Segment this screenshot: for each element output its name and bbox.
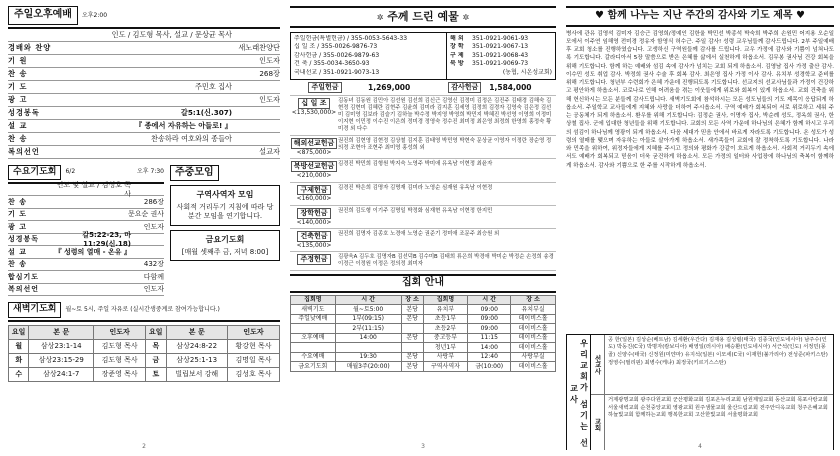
weekday-title: 주중모임 [170, 165, 219, 182]
account-number: 351-0921-9061-93 [472, 34, 529, 42]
account-kind: 구 제 [450, 51, 464, 59]
gathering-title-bar [290, 274, 556, 293]
offering-name: 장학헌금 [297, 208, 330, 219]
wednesday-time: 오후 7:30 [137, 168, 164, 176]
offering-donors: 권진희 김도형 이기주 김명일 박정화 심재현 유옥남 이현정 한지민 [338, 207, 493, 214]
gathering-cell: 초등1부 [423, 314, 468, 324]
gathering-cell [291, 343, 336, 353]
offering-donors: 김동녀 김동원 김민아 김선원 김선희 김신근 김영신 김정미 김정은 김진주 김태경 김해숙 김현정 김현미 김혜란 김현주 김윤희 김미라 김지훈 김세영 김정희 김경자 김영숙 김은정 김선미 김미영 김보라 김슬기 김하늘 박수정 박지영 박영희 박민지 박혜진 박선영 이영희 이정미 이지현 이민정 이수진 이은희 정미경 정영숙 정수진 최미정 최은영 최정희 한영희 홍정숙 황미경 외 다수 [338, 98, 552, 133]
gathering-cell [335, 343, 401, 353]
afternoon-worship-header [8, 6, 280, 29]
table-row [291, 362, 556, 372]
weekday-section [8, 165, 280, 297]
gathering-cell [401, 343, 423, 353]
bulletin-page-2 [8, 6, 280, 450]
gathering-cell: 유치부 [423, 305, 468, 315]
gathering-cell: 매월3주(20:00) [335, 362, 401, 372]
offering-donors: 권진희 김명자 김종호 노경애 노영순 권준기 정미애 조문주 최승원 외 [338, 231, 500, 238]
thanks-offering-label: 감사헌금 [448, 82, 481, 93]
offering-list [290, 96, 556, 271]
table-row [291, 305, 556, 315]
account-line: 주일헌금(특별헌금) / 355-0053-5643-33 [294, 34, 408, 42]
order-detail: 갈5:22-23, 마11:29(신.18) [82, 230, 131, 248]
gathering-cell: 2부(11:15) [335, 324, 401, 334]
order-detail: 찬송하라 여호와의 종들아 [151, 134, 232, 143]
dawn-cell: 장준영 목사 [94, 367, 146, 381]
page-number: 4 [698, 442, 702, 450]
offering-row [290, 136, 556, 159]
account-line: 건 축 / 355-0034-3650-93 [294, 60, 370, 68]
gathering-cell: 데이비스홀 [511, 314, 556, 324]
order-row [8, 120, 280, 133]
gathering-cell: 사랑부실 [511, 352, 556, 362]
offering-label-cell [290, 161, 338, 179]
gathering-column-header: 집회명 [291, 295, 336, 305]
gathering-cell: 12:40 [468, 352, 511, 362]
offering-donors: 김광욱A 김두호 김명자B 김선덕B 김수미B 김태희 류은희 박경애 박미순 박정순 손정희 송경 이정근 이정원 이정은 정의정 최미자 [338, 254, 554, 268]
gathering-cell: 19:30 [335, 352, 401, 362]
dawn-prayer-header [8, 302, 280, 321]
order-label: 찬 송 [8, 197, 27, 206]
dawn-prayer-table [8, 325, 280, 382]
gathering-column-header: 집회명 [423, 295, 468, 305]
gathering-cell: 1부(09:15) [335, 314, 401, 324]
gathering-cell: 본당 [401, 305, 423, 315]
mission-part-head: 교회 [591, 395, 605, 450]
gathering-cell: 본당 [401, 314, 423, 324]
gathering-table [290, 295, 556, 372]
dawn-cell: 삼상25:1-13 [166, 353, 227, 367]
order-row [8, 133, 280, 146]
order-person: 설교자 [259, 147, 280, 156]
order-label: 찬 송 [8, 260, 27, 269]
gathering-cell: 데이비스홀 [511, 333, 556, 343]
dawn-column-header: 인도자 [227, 325, 279, 339]
prayer-body-text: 병사에 관유 김영석 김미자 김승근 김영희/정예인 김한울 박민선 박종석 박숙희 박주희 손원민 어지용 오순일 모에서 이주연 임해영 전미경 정유자 함영식 허수근. 주일 감사! 성령 교우님들께 감사드립니다. 2부 주일예배 후 교회 청소를 진행하였습니다. 고생하신 구역원들께 감사를 드립니다. 교우 가정에 감사와 기쁨이 넘쳐나도록 기도합니다. 갈라디아서 5장 말씀으로 받은 은혜를 삶에서 실천하게 하옵소서. 김무봉 권사님 건강 회복을 위해 기도합니다. 함께 하는 예배와 섬김 속에 감사가 넘치는 교회 되게 하옵소서. 김영남 집사 가정 출산 감사. 이수민 성도 취업 감사. 박정희 권사 수술 후 회복 감사. 최은영 집사 가정 이사 감사. 유치부 성경학교 준비를 위해 기도합니다. 청년부 수련회가 은혜 가운데 진행되도록 기도합니다. 선교지의 선교사님들과 가정이 건강하고 평안하게 하옵소서. 코로나로 인해 어려움을 겪는 이웃들에게 위로와 회복이 있게 하옵소서. 교회 건축을 위해 헌신하시는 모든 분들께 감사드립니다. 새벽기도회에 참석하시는 모든 성도님들의 기도 제목이 응답되게 하옵소서. 주일학교 교사들에게 지혜와 사랑을 더하여 주시옵소서. 구역 예배가 회복되어 서로 위로하고 세워 주는 공동체가 되게 하옵소서. 환우를 위해 기도합니다: 김정순 권사, 이명자 집사, 박순례 성도, 정옥희 권사, 한상철 집사. 군에 입대한 청년들을 위해 기도합니다. 교회의 모든 사역 가운데 하나님의 은혜가 함께 하시고 우리의 섬김이 하나님께 영광이 되게 하옵소서. 다음 세대가 믿음 안에서 바르게 자라도록 기도합니다. 온 성도가 성령의 열매를 맺으며 자유하는 아들로 살아가게 하옵소서. 새가족들이 교회에 잘 정착하도록 기도합니다. 나라와 민족을 위하여, 위정자들에게 지혜를 주시고 정의와 평화가 강같이 흐르게 하옵소서. 사회적 거리두기 속에서도 예배가 회복되고 믿음이 더욱 굳건하게 하옵소서. 모든 가정의 일터와 사업장에 하나님의 축복이 함께하게 하옵소서. 감사와 기쁨으로 한 주를 시작하게 하옵소서. [566, 30, 834, 169]
order-row [8, 42, 280, 55]
account-kind: 장 학 [450, 43, 464, 51]
table-row [291, 324, 556, 334]
offering-label-cell [290, 138, 338, 156]
gathering-cell: 데이비스홀 [511, 362, 556, 372]
dawn-cell: 금 [146, 353, 166, 367]
offering-label-cell [290, 185, 338, 203]
order-detail: 주민호 집사 [194, 82, 232, 91]
table-row [291, 343, 556, 353]
dawn-column-header: 인도자 [94, 325, 146, 339]
order-row [8, 68, 280, 81]
order-person: 인도자 [259, 95, 280, 104]
order-label: 성경봉독 [8, 108, 40, 117]
account-line [450, 52, 552, 61]
order-label: 기 도 [8, 210, 27, 219]
mission-part-text: 공 한(일본) 김상순(베트남) 김세환(우간다) 김재용 김성렬(태국) 김종국(인도네시아) 남주수(인도) 박동진(C국) 박명자(캄보디아) 배영일(러시아) 배승환(인도네시아) 서근석(인도) 서정민(몽골) 신양수(태국) 신정원(미얀마) 유지석(일본) 이모세(C국) 이재헌(불가리아) 전성준(파키스탄) 정영수(필리핀) 최병수(케냐) 최정국(키르기스스탄) [608, 336, 828, 366]
offering-row [290, 183, 556, 206]
order-row [8, 146, 280, 159]
offering-amount: <210,000> [296, 172, 332, 180]
order-row [8, 29, 280, 42]
sunday-offering-row [290, 80, 556, 96]
order-person: 268장 [259, 69, 280, 78]
dawn-cell: 삼상24:1-7 [29, 367, 94, 381]
order-person: 인도자 [143, 222, 164, 231]
offering-row [290, 206, 556, 229]
star-icon: ✲ [376, 13, 384, 22]
order-person: 432장 [143, 260, 164, 269]
account-number: 351-0921-9067-13 [472, 43, 529, 51]
gathering-cell: 09:00 [468, 314, 511, 324]
account-kind: 해 외 [450, 34, 464, 42]
dawn-cell: 황강현 목사 [227, 339, 279, 353]
offering-amount: <140,000> [296, 218, 332, 226]
table-row [9, 367, 280, 381]
order-person: 다함께 [143, 272, 164, 281]
dawn-cell: 삼상24:8-22 [166, 339, 227, 353]
friday-prayer-text: [매월 셋째주 금, 저녁 8:00] [181, 247, 269, 256]
gathering-cell: 본당 [401, 362, 423, 372]
page-number: 2 [142, 442, 146, 450]
dawn-cell: 수 [9, 367, 29, 381]
account-box [290, 32, 556, 81]
gathering-cell: 청년1부 [423, 343, 468, 353]
dawn-cell: 김명일 목사 [227, 353, 279, 367]
gathering-cell: 수요예배 [291, 352, 336, 362]
order-label: 복의선언 [8, 147, 40, 156]
offering-label-cell [290, 231, 338, 249]
order-person: 문요순 권사 [127, 210, 164, 219]
order-row [8, 246, 164, 259]
gathering-cell [291, 324, 336, 334]
gathering-cell: 유치부실 [511, 305, 556, 315]
gathering-cell: 주일낮예배 [291, 314, 336, 324]
mission-side-label: 우리교회가 섬기는 선교사 [567, 335, 591, 451]
heart-icon: ♥ [796, 10, 805, 21]
account-line [450, 35, 552, 44]
order-row [8, 209, 164, 222]
mission-part-head: 선교사 [591, 335, 605, 395]
offering-amount: <160,000> [296, 195, 332, 203]
order-detail: 『 종에서 자유하는 아들로! 』 [134, 121, 232, 130]
offering-row [290, 159, 556, 182]
gathering-cell [401, 324, 423, 334]
gathering-column-header: 시 간 [468, 295, 511, 305]
offering-name: 해외선교헌금 [291, 138, 338, 149]
dawn-prayer-note: 월~토 5시, 주일 자유로 (실시간생중계로 참여가능합니다.) [65, 306, 220, 314]
gathering-cell: 14:00 [335, 333, 401, 343]
order-label: 경배와 찬양 [8, 43, 52, 52]
account-line: 감사헌금 / 355-0026-9879-63 [294, 51, 380, 59]
offering-title-bar [290, 6, 556, 28]
order-label: 설 교 [8, 247, 27, 256]
dawn-column-header: 본 문 [166, 325, 227, 339]
order-person: 286장 [143, 197, 164, 206]
gathering-title: 집회 안내 [401, 277, 445, 289]
gathering-cell: 사랑부 [423, 352, 468, 362]
offering-name: 북방선교헌금 [291, 161, 338, 172]
wednesday-order [8, 180, 164, 297]
order-label: 성경봉독 [8, 235, 40, 244]
order-label: 찬 송 [8, 69, 28, 78]
cell-leader-meeting-box [170, 185, 280, 226]
dawn-column-header: 본 문 [29, 325, 94, 339]
order-detail: 갈5:1(신.307) [180, 108, 232, 117]
gathering-cell: 본당 [401, 352, 423, 362]
order-person: 인도자 [259, 56, 280, 65]
sunday-offering-amount: 1,269,000 [368, 82, 411, 92]
account-line: 십 일 조 / 355-0026-9876-73 [294, 43, 378, 51]
order-label: 복의선언 [8, 285, 40, 294]
account-list-missions [447, 33, 555, 80]
offering-amount: <13,530,000> [291, 108, 337, 116]
account-number: 351-0921-9068-43 [472, 51, 529, 59]
gathering-cell: 새벽기도 [291, 305, 336, 315]
dawn-cell: 삼상23:15-29 [29, 353, 94, 367]
account-line [450, 43, 552, 52]
thanks-offering-amount: 1,584,000 [489, 82, 532, 92]
order-row [8, 55, 280, 68]
table-row [9, 339, 280, 353]
wednesday-title: 수요기도회 [8, 165, 61, 180]
table-row [9, 353, 280, 367]
order-detail: 『 성령의 열매 - 온유 』 [54, 247, 131, 256]
offering-label-cell [290, 98, 338, 133]
order-row [8, 259, 164, 272]
gathering-column-header: 시 간 [335, 295, 401, 305]
account-line [450, 60, 552, 69]
offering-donors: 권진희 김현영 김현정 김상철 김지훈 김태영 박민영 박현숙 문상균 이영자 이정란 장순영 정의정 조현아 조현주 최미영 홍성희 외 [338, 138, 552, 152]
offering-amount: <135,000> [296, 241, 332, 249]
offering-row [290, 96, 556, 136]
account-number: 351-0921-9069-73 [472, 60, 529, 68]
afternoon-worship-title: 주일오후예배 [8, 6, 78, 25]
order-label: 찬 송 [8, 134, 28, 143]
order-row [8, 271, 164, 284]
offering-amount: <875,000> [296, 148, 332, 156]
mission-part-text: 거제광명교회 광주다원교회 군산평화교회 김포온누리교회 남원제일교회 동산교회 목포사랑교회 서울새벽교회 순천중앙교회 영광교회 원주샘물교회 울산드림교회 전주안디옥교회 청주은혜교회 하늘빛교회 함께하는교회 행복한교회 고산한빛교회 서울평화교회 [608, 397, 828, 419]
dawn-cell: 김도형 목사 [94, 339, 146, 353]
star-icon: ✲ [462, 13, 470, 22]
offering-label-cell [290, 254, 338, 268]
order-label: 기 도 [8, 82, 28, 91]
bank-note: (농협, 시온성교회) [502, 68, 552, 76]
account-kind: 북 방 [450, 60, 464, 68]
order-row [8, 284, 164, 297]
dawn-cell: 삼상23:1-14 [29, 339, 94, 353]
gathering-cell: 오후예배 [291, 333, 336, 343]
order-detail: 인도 / 김도형 목사, 설교 / 문상균 목사 [111, 30, 232, 39]
account-line: 국내선교 / 351-0921-9073-13 [294, 68, 380, 76]
cell-leader-meeting-title: 구역사역자 모임 [196, 190, 254, 199]
weekday-meetings [170, 165, 280, 297]
sunday-offering-label: 주일헌금 [308, 82, 341, 93]
account-list-main [291, 33, 447, 80]
mission-box [566, 334, 834, 451]
friday-prayer-box [170, 230, 280, 262]
offering-row [290, 229, 556, 252]
dawn-cell: 빌립보서 강해 [166, 367, 227, 381]
order-row [8, 230, 164, 248]
gathering-cell: 금(10:00) [468, 362, 511, 372]
offering-row [290, 252, 556, 271]
order-row [8, 81, 280, 94]
wednesday-prayer [8, 165, 164, 297]
afternoon-worship-time: 오후2:00 [81, 11, 108, 19]
order-label: 기 원 [8, 56, 28, 65]
offering-donors: 김경진 박민희 김형원 박지숙 노영주 박미애 유옥남 이현정 최윤자 [338, 161, 493, 168]
order-label: 광 고 [8, 222, 27, 231]
gathering-cell: 구역사역자 [423, 362, 468, 372]
order-detail: 인도 및 설교 / 김성호 목사 [56, 180, 131, 198]
order-row [8, 107, 280, 120]
gathering-cell: 본당 [401, 333, 423, 343]
cell-leader-meeting-text: 사회적 거리두기 지침에 따라 당분간 모임을 연기합니다. [176, 203, 274, 220]
mission-part [591, 335, 833, 396]
gathering-column-header: 장 소 [401, 295, 423, 305]
dawn-prayer-title: 새벽기도회 [8, 302, 61, 317]
page-number: 3 [421, 442, 425, 450]
order-person: 새노래찬양단 [238, 43, 280, 52]
gathering-column-header: 장 소 [511, 295, 556, 305]
offering-name: 십 일 조 [298, 98, 329, 109]
gathering-cell: 초등2부 [423, 324, 468, 334]
dawn-column-header: 요일 [9, 325, 29, 339]
dawn-column-header: 요일 [146, 325, 166, 339]
gathering-cell: 09:00 [468, 324, 511, 334]
afternoon-worship-order [8, 29, 280, 159]
offering-name: 건축헌금 [297, 231, 330, 242]
dawn-cell: 화 [9, 353, 29, 367]
gathering-cell: 금요기도회 [291, 362, 336, 372]
table-row [291, 333, 556, 343]
gathering-cell: 14:00 [468, 343, 511, 353]
dawn-cell: 월 [9, 339, 29, 353]
prayer-title-bar [566, 6, 834, 27]
dawn-cell: 토 [146, 367, 166, 381]
dawn-cell: 목 [146, 339, 166, 353]
gathering-cell: 데이비스홀 [511, 343, 556, 353]
offering-title: 주께 드린 예물 [387, 10, 459, 23]
gathering-cell: 09:00 [468, 305, 511, 315]
gathering-cell: 11:15 [468, 333, 511, 343]
offering-donors: 김경진 박은희 김명자 김명재 김미라 노영순 심재원 유옥남 이현정 [338, 184, 493, 191]
friday-prayer-title: 금요기도회 [205, 234, 245, 244]
bulletin-page-4 [566, 6, 834, 450]
order-label: 광 고 [8, 95, 28, 104]
offering-name: 주정헌금 [297, 254, 330, 265]
dawn-cell: 김도형 목사 [94, 353, 146, 367]
order-row [8, 180, 164, 198]
order-label: 설 교 [8, 121, 28, 130]
table-row [291, 352, 556, 362]
wednesday-date: 6/2 [65, 168, 76, 176]
gathering-cell: 데이비스홀 [511, 324, 556, 334]
offering-label-cell [290, 208, 338, 226]
table-row [291, 314, 556, 324]
gathering-cell: 중고등부 [423, 333, 468, 343]
order-row [8, 94, 280, 107]
order-person: 인도자 [143, 285, 164, 294]
offering-name: 구제헌금 [297, 185, 330, 196]
gathering-cell: 월~토5:00 [335, 305, 401, 315]
heart-icon: ♥ [594, 10, 604, 21]
dawn-cell: 김성호 목사 [227, 367, 279, 381]
bulletin-page-3 [290, 6, 556, 450]
order-label: 합심기도 [8, 272, 40, 281]
prayer-title: 함께 나누는 지난 주간의 감사와 기도 제목 [607, 10, 793, 21]
